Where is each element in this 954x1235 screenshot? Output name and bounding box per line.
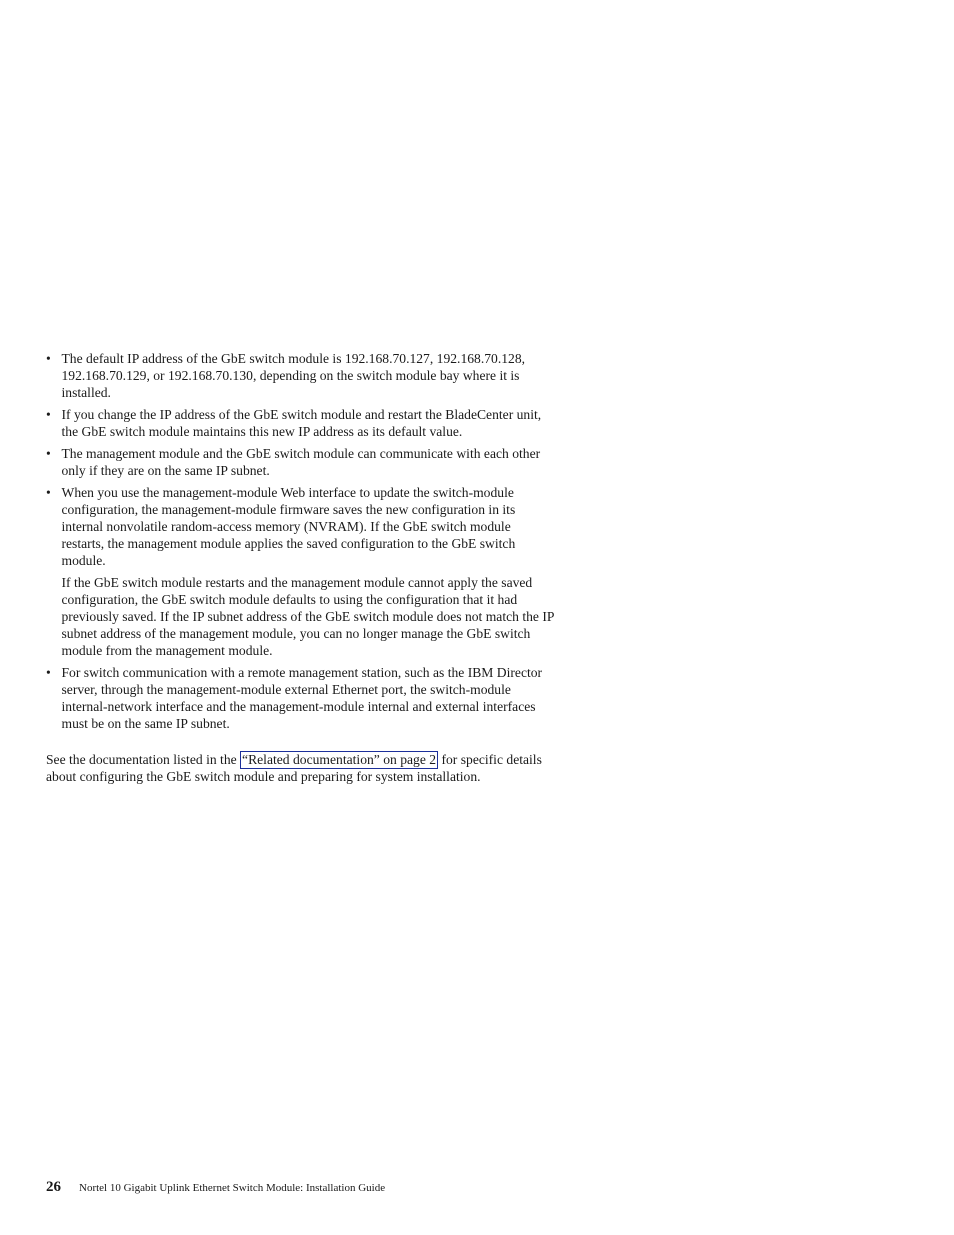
bullet-icon: • <box>46 446 51 461</box>
bullet-icon: • <box>46 407 51 422</box>
bullet-icon: • <box>46 485 51 500</box>
list-item-text: If you change the IP address of the GbE switch module and restart the BladeCenter unit, the GbE switch module maintains this new IP address as its default value. <box>61 407 542 439</box>
list-item-text: The default IP address of the GbE switch module is 192.168.70.127, 192.168.70.128, 192.168.70.129, or 192.168.70.130, depending on the switch module bay where it is installed. <box>61 351 526 400</box>
see-also-paragraph <box>46 751 554 785</box>
bullet-icon: • <box>46 351 51 366</box>
list-item-text: When you use the management-module Web interface to update the switch-module configuration, the management-module firmware saves the new configuration in its internal nonvolatile random-access memory (NVRAM). If the GbE switch module restarts, the management module applies the saved configuration to the GbE switch module. <box>61 485 516 568</box>
list-item <box>46 445 554 479</box>
see-also-tail: for specific details about configuring the GbE switch module and preparing for system installation. <box>46 752 542 784</box>
page-number: 26 <box>46 1179 61 1195</box>
related-documentation-link[interactable]: “Related documentation” on page 2 <box>242 752 437 767</box>
list-item-continuation: If the GbE switch module restarts and the management module cannot apply the saved configuration, the GbE switch module defaults to using the configuration that it had previously saved. If the IP subnet address of the GbE switch module does not match the IP subnet address of the management module, you can no longer manage the GbE switch module from the management module. <box>61 575 554 658</box>
list-item-text: The management module and the GbE switch module can communicate with each other only if they are on the same IP subnet. <box>61 446 541 478</box>
list-item <box>46 406 554 440</box>
page-footer <box>46 1178 385 1196</box>
footer-title: Nortel 10 Gigabit Uplink Ethernet Switch Module: Installation Guide <box>79 1182 386 1194</box>
list-item <box>46 484 554 659</box>
document-body <box>46 350 554 785</box>
bullet-list <box>46 350 554 732</box>
bullet-icon: • <box>46 665 51 680</box>
see-also-lead: See the documentation listed in the <box>46 752 241 767</box>
list-item <box>46 350 554 401</box>
list-item-text: For switch communication with a remote management station, such as the IBM Director server, through the management-module external Ethernet port, the switch-module internal-network interface and the management-module internal and external interfaces must be on the same IP subnet. <box>61 665 543 731</box>
list-item <box>46 664 554 732</box>
